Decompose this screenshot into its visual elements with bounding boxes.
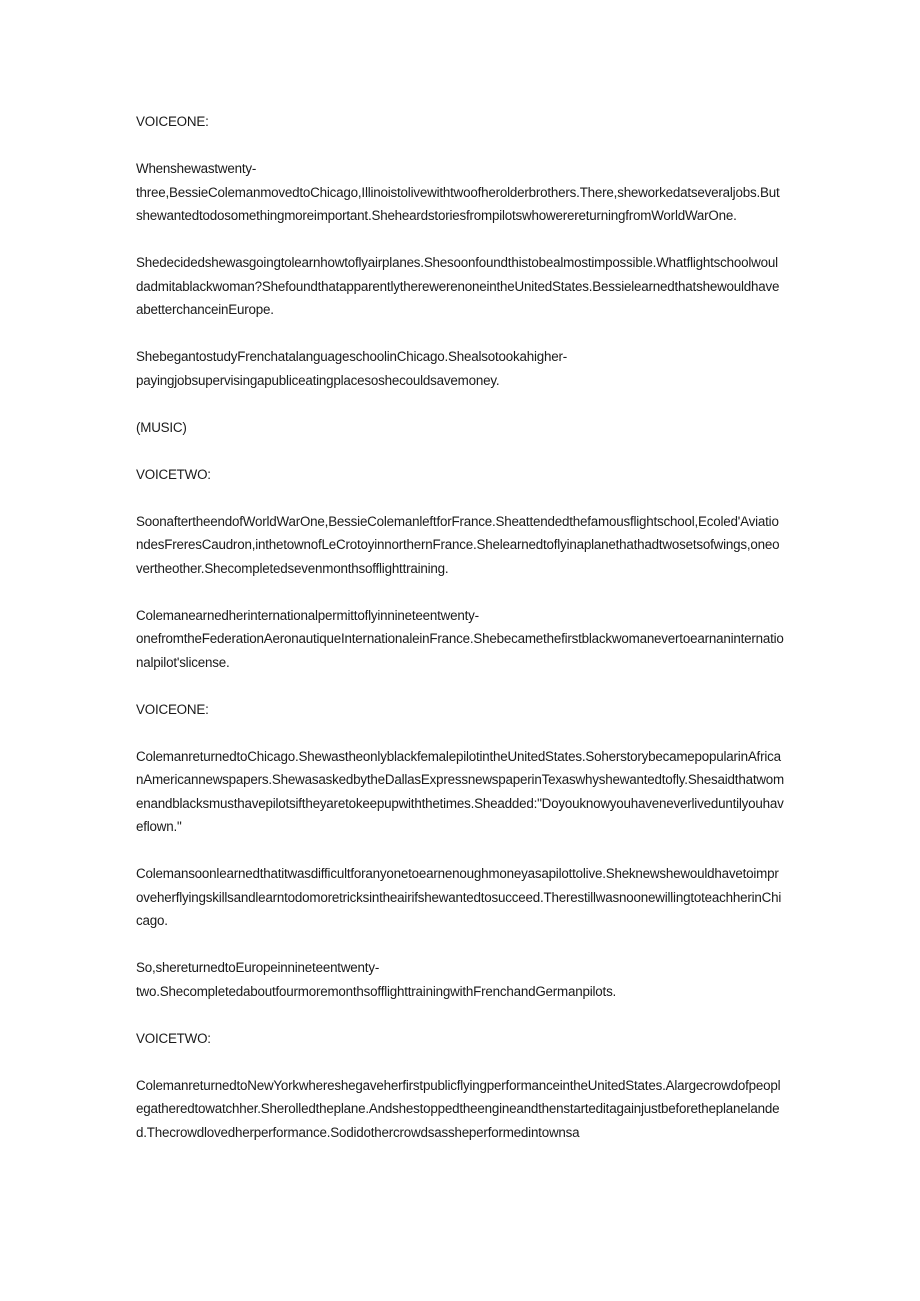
speaker-label: VOICEONE: — [136, 114, 209, 129]
speaker-label: VOICETWO: — [136, 466, 211, 482]
speaker-label: VOICEONE: — [136, 701, 209, 717]
paragraph: Whenshewastwenty- three,BessieColemanmovedtoChicago,Illinoistolivewithtwoofherolderbrothers.There,sheworkedatseveraljobs.Butshewantedtodosomethingmoreimportant.SheheardstoriesfrompilotswhowerereturningfromWorldWarOne. — [136, 161, 780, 223]
paragraph: ShebegantostudyFrenchatalanguageschoolinChicago.Shealsotookahigher- payingjobsupervisingapubliceatingplacesoshecouldsavemoney. — [136, 349, 568, 388]
paragraph: Shedecidedshewasgoingtolearnhowtoflyairplanes.Shesoonfoundthistobealmostimpossible.Whatflightschoolwouldadmitablackwoman?ShefoundthatapparentlytherewerenoneintheUnitedStates.BessielearnedthatshewouldhaveabetterchanceinEurope. — [136, 255, 780, 317]
paragraph: Colemansoonlearnedthatitwasdifficultforanyonetoearnenoughmoneyasapilottolive.Sheknewshewouldhavetoimproveherflyingskillsandlearntodomoretricksintheairifshewantedtosucceed.TherestillwasnoonewillingtoteachherinChicago. — [136, 866, 782, 928]
paragraph: ColemanreturnedtoNewYorkwhereshegaveherfirstpublicflyingperformanceintheUnitedStates.Alargecrowdofpeoplegatheredtowatchher.Sherolledtheplane.Andshestoppedtheengineandthenstarteditagainjustbeforetheplanelanded.Thecrowdlovedherperformance.Sodidothercrowdsassheperformedintownsa — [136, 1077, 781, 1140]
speaker-label: VOICETWO: — [136, 1030, 211, 1046]
paragraph: Colemanearnedherinternationalpermittoflyinnineteentwenty- onefromtheFederationAeronautiqueInternationaleinFrance.Shebecamethefirstblackwomanevertoearnaninternationalpilot'slicense. — [136, 607, 784, 670]
paragraph: So,shereturnedtoEuropeinnineteentwenty- two.ShecompletedaboutfourmoremonthsofflighttrainingwithFrenchandGermanpilots. — [136, 960, 617, 999]
paragraph: ColemanreturnedtoChicago.ShewastheonlyblackfemalepilotintheUnitedStates.SoherstorybecamepopularinAfricanAmericannewspapers.ShewasaskedbytheDallasExpressnewspaperinTexaswhyshewantedtofly.Shesaidthatwomenandblacksmusthavepilotsiftheyaretokeepupwiththetimes.Sheadded:"Doyouknowyouhaveneverliveduntilyouhaveflown." — [136, 748, 785, 834]
music-cue: (MUSIC) — [136, 419, 187, 435]
paragraph: SoonaftertheendofWorldWarOne,BessieColemanleftforFrance.Sheattendedthefamousflightschool,Ecoled'AviationdesFreresCaudron,inthetownofLeCrotoyinnorthernFrance.Shelearnedtoflyinaplanethathadtwosetsofwings,oneovertheother.Shecompletedsevenmonthsofflighttraining. — [136, 513, 780, 576]
document-body — [136, 110, 784, 1168]
